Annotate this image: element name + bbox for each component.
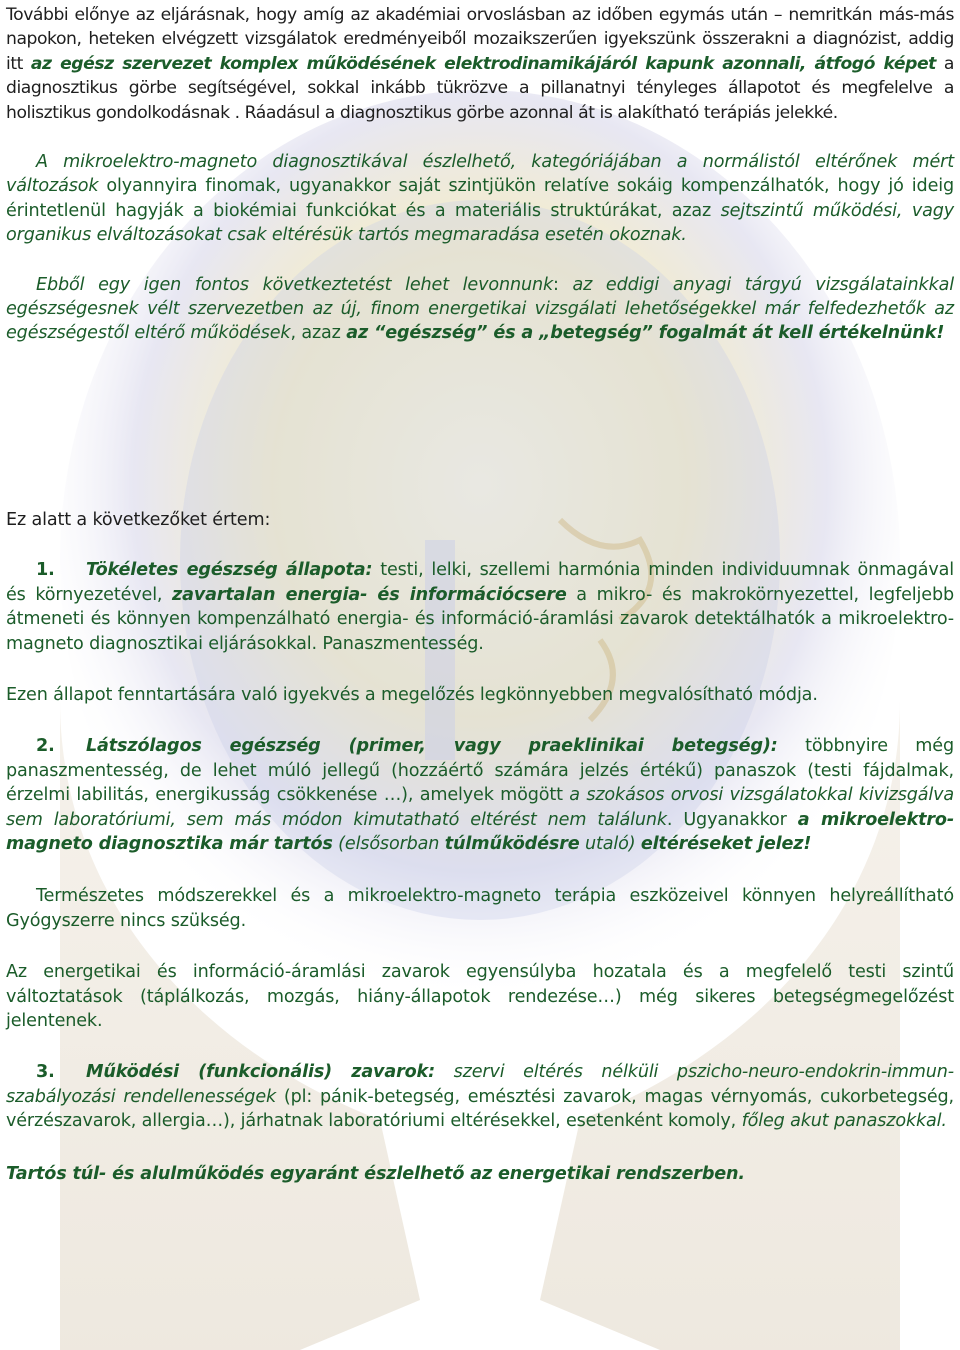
paragraph-natural-methods: Természetes módszerekkel és a mikroelektro-magneto terápia eszközeivel könnyen helyreállítható Gyógyszerre nincs szükség. xyxy=(6,886,954,931)
paragraph-final-statement: Tartós túl- és alulműködés egyaránt észlelhető az energetikai rendszerben. xyxy=(6,1163,745,1184)
paragraph-prevention: Ezen állapot fenntartására való igyekvés a megelőzés legkönnyebben megvalósítható módja. xyxy=(6,684,818,705)
paragraph-balancing: Az energetikai és információ-áramlási zavarok egyensúlyba hozatala és a megfelelő testi szintű változtatások (táplálkozás, mozgás, hiány-állapotok rendezése…) még sikeres betegségmegelőzést jelentenek. xyxy=(6,962,954,1031)
paragraph-following: Ez alatt a következőket értem: xyxy=(6,509,271,530)
paragraph-changes: A mikroelektro-magneto diagnosztikával észlelhető, kategóriájában a normálistól eltérőnek mért változások olyannyira finomak, ugyanakkor saját szintjükön relatíve sokáig kompenzálhatók, hogy jó ideig érintetlenül hagyják a biokémiai funkciókat és a materiális struktúrákat, azaz sejtszintű működési, vagy organikus elváltozásokat csak eltérésük tartós megmaradása esetén okoznak. xyxy=(6,152,954,246)
document-body xyxy=(6,3,954,1186)
item-functional-disorders: 3. Működési (funkcionális) zavarok: szervi eltérés nélküli pszicho-neuro-endokrin-immun-szabályozási rendellenességek (pl: pánik-betegség, emésztési zavarok, magas vérnyomás, cukorbetegség, vérzészavarok, allergia…), járhatnak laboratóriumi eltérésekkel, esetenként komoly, főleg akut panaszokkal. xyxy=(6,1062,954,1132)
item-perfect-health: 1. Tökéletes egészség állapota: testi, lelki, szellemi harmónia minden individuumnak önmagával és környezetével, zavartalan energia- és információcsere a mikro- és makrokörnyezettel, legfeljebb átmeneti és könnyen kompenzálható energia- és információ-áramlási zavarok detektálhatók a mikroelektro-magneto diagnosztikai eljárásokkal. Panaszmentesség. xyxy=(6,560,954,654)
paragraph-conclusion: Ebből egy igen fontos következtetést lehet levonnunk: az eddigi anyagi tárgyú vizsgálatainkkal egészségesnek vélt szervezetben az új, finom energetikai vizsgálati lehetőségekkel már felfedezhetők az egészségestől eltérő működések, azaz az “egészség” és a „betegség” fogalmát át kell értékelnünk! xyxy=(6,274,954,344)
paragraph-intro: További előnye az eljárásnak, hogy amíg az akadémiai orvoslásban az időben egymás után – nemritkán más-más napokon, heteken elvégzett vizsgálatok eredményeiből mozaikszerűen igyekszünk összerakni a diagnózist, addig itt az egész szervezet komplex működésének elektrodinamikájáról kapunk azonnali, átfogó képet a diagnosztikus görbe segítségével, sokkal inkább tükrözve a pillanatnyi tényleges állapotot és megfelelve a holisztikus gondolkodásnak . Ráadásul a diagnosztikus görbe azonnal át is alakítható terápiás jelekké. xyxy=(6,5,954,123)
item-apparent-health: 2. Látszólagos egészség (primer, vagy praeklinikai betegség): többnyire még panaszmentesség, de lehet múló jellegű (hozzáértő számára jelzés értékű) panaszok (testi fájdalmak, érzelmi labilitás, energikusság csökkenése …), amelyek mögött a szokásos orvosi vizsgálatokkal kivizsgálva sem laboratóriumi, sem más módon kimutatható eltérést nem találunk. Ugyanakkor a mikroelektro-magneto diagnosztika már tartós (elsősorban túlműködésre utaló) eltéréseket jelez! xyxy=(6,736,955,854)
